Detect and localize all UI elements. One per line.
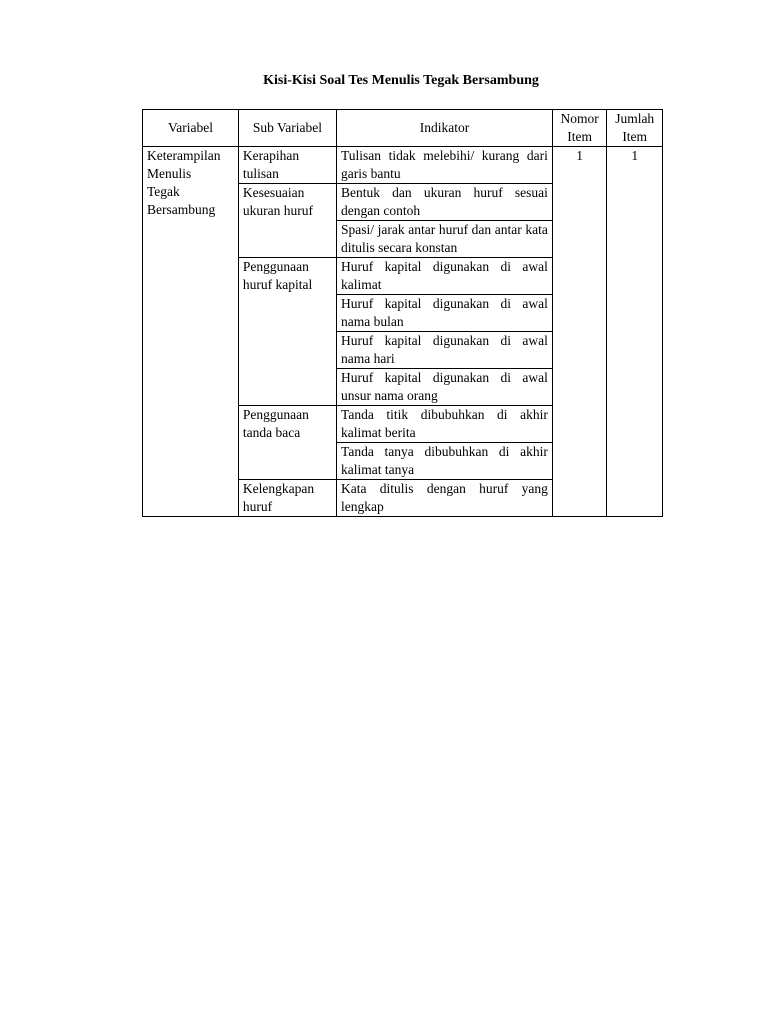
variabel-line: Menulis <box>147 166 192 181</box>
document-title: Kisi-Kisi Soal Tes Menulis Tegak Bersambung <box>263 73 539 88</box>
cell-sub-variabel <box>238 480 336 517</box>
variabel-line: Keterampilan <box>147 148 221 163</box>
cell-indikator: Huruf kapital digunakan di awal unsur nama orang <box>337 369 553 406</box>
header-jumlah-line1: Jumlah <box>615 111 655 126</box>
header-indikator: Indikator <box>337 110 553 147</box>
cell-nomor-item: 1 <box>552 147 607 517</box>
sub-variabel-line: huruf kapital <box>242 277 313 292</box>
cell-indikator: Tanda tanya dibubuhkan di akhir kalimat tanya <box>337 443 553 480</box>
cell-sub-variabel <box>238 258 336 406</box>
cell-indikator: Huruf kapital digunakan di awal nama bulan <box>337 295 553 332</box>
cell-sub-variabel <box>238 147 336 184</box>
cell-jumlah-item: 1 <box>607 147 663 517</box>
sub-variabel-line: Kesesuaian <box>242 185 305 200</box>
variabel-line: Tegak <box>147 184 180 199</box>
sub-variabel-line: tanda baca <box>242 425 301 440</box>
cell-variabel <box>143 147 239 517</box>
header-nomor-item <box>552 110 607 147</box>
kisi-kisi-table <box>142 109 663 517</box>
sub-variabel-line: Penggunaan <box>242 259 309 274</box>
cell-sub-variabel <box>238 184 336 258</box>
cell-indikator: Tulisan tidak melebihi/ kurang dari garis bantu <box>337 147 553 184</box>
sub-variabel-line: ukuran huruf <box>242 203 314 218</box>
cell-indikator: Huruf kapital digunakan di awal nama hari <box>337 332 553 369</box>
header-sub-variabel: Sub Variabel <box>238 110 336 147</box>
table-row <box>143 147 663 184</box>
header-jumlah-item <box>607 110 663 147</box>
sub-variabel-line: Kerapihan <box>242 148 300 163</box>
header-nomor-line1: Nomor <box>560 111 599 126</box>
header-variabel: Variabel <box>143 110 239 147</box>
variabel-line: Bersambung <box>147 202 216 217</box>
sub-variabel-line: Penggunaan <box>242 407 309 422</box>
cell-indikator: Bentuk dan ukuran huruf sesuai dengan contoh <box>337 184 553 221</box>
cell-sub-variabel <box>238 406 336 480</box>
sub-variabel-line: tulisan <box>242 166 279 181</box>
cell-indikator: Spasi/ jarak antar huruf dan antar kata ditulis secara konstan <box>337 221 553 258</box>
sub-variabel-line: huruf <box>242 499 273 514</box>
cell-indikator: Tanda titik dibubuhkan di akhir kalimat berita <box>337 406 553 443</box>
sub-variabel-line: Kelengkapan <box>242 481 315 496</box>
cell-indikator: Kata ditulis dengan huruf yang lengkap <box>337 480 553 517</box>
cell-indikator: Huruf kapital digunakan di awal kalimat <box>337 258 553 295</box>
header-jumlah-line2: Item <box>622 129 648 144</box>
table-header-row <box>143 110 663 147</box>
header-nomor-line2: Item <box>567 129 592 144</box>
